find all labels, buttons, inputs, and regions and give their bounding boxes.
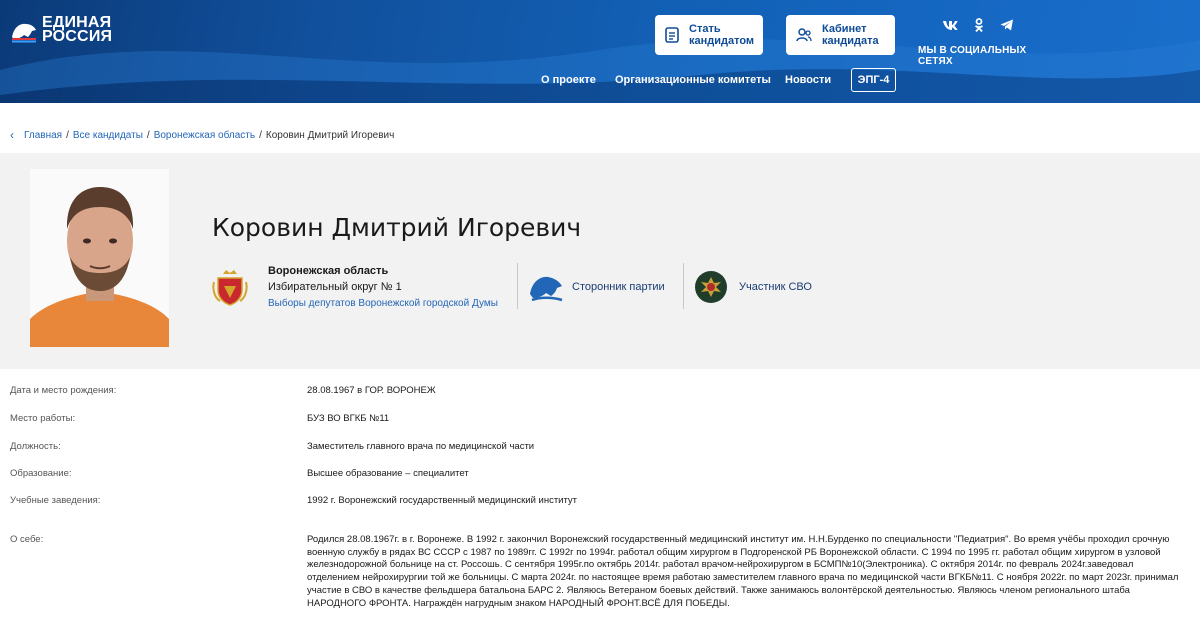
logo-text-line1: ЕДИНАЯ [42,14,112,31]
detail-value: Высшее образование – специалитет [307,468,469,479]
army-emblem-icon [694,270,728,304]
candidate-photo [30,169,169,347]
detail-value: БУЗ ВО ВГКБ №11 [307,413,390,424]
cabinet-line1: Кабинет [822,23,867,35]
party-supporter-label: Сторонник партии [572,281,665,293]
svo-participant-label: Участник СВО [739,281,812,293]
breadcrumb-region[interactable]: Воронежская область [153,129,256,141]
detail-label: Учебные заведения: [10,495,101,506]
epg-button[interactable]: ЭПГ-4 [851,68,896,92]
vk-icon[interactable] [942,18,958,35]
party-supporter-badge [528,263,665,311]
document-icon [665,27,679,43]
become-candidate-line1: Стать [689,23,721,35]
coat-of-arms-icon [212,268,248,306]
social-block [918,18,1044,67]
breadcrumb-all-candidates[interactable]: Все кандидаты [72,129,143,141]
party-bear-icon [528,270,564,304]
detail-label: Дата и место рождения: [10,385,117,396]
detail-label: Место работы: [10,413,76,424]
breadcrumb-separator: / [146,129,150,141]
site-header [0,0,1200,103]
detail-value: 28.08.1967 в ГОР. ВОРОНЕЖ [307,385,436,396]
detail-value: 1992 г. Воронежский государственный медицинский институт [307,495,578,506]
svo-participant-badge [694,263,812,311]
breadcrumb-separator: / [66,129,69,141]
candidate-name: Коровин Дмитрий Игоревич [212,213,582,242]
region-name: Воронежская область [268,265,389,277]
candidate-cabinet-button[interactable] [786,15,895,55]
region-info [212,263,498,311]
nav-about[interactable]: О проекте [541,74,596,86]
profile-band [0,153,1200,369]
site-logo[interactable] [10,16,112,44]
breadcrumb-home[interactable]: Главная [24,129,63,141]
logo-text-line2: РОССИЯ [42,28,113,45]
election-link[interactable]: Выборы депутатов Воронежской городской Думы [268,298,498,309]
become-candidate-button[interactable] [655,15,763,55]
detail-label: Образование: [10,468,72,479]
nav-committees[interactable]: Организационные комитеты [615,74,771,86]
divider [683,263,684,309]
breadcrumb [10,128,394,142]
breadcrumb-separator: / [259,129,262,141]
ok-icon[interactable] [974,18,984,35]
divider [517,263,518,309]
about-text: Родился 28.08.1967г. в г. Воронеже. В 1992 г. закончил Воронежский государственный медицинский институт им. Н.Н.Бурденко по специальности "Педиатрия". Во время учёбы проходил срочную военную службу в рядах ВС СССР с 1987 по 1989гг. С 1992г по 1994г. работал общим хирургом в Подгоренской РБ Воронежской области. С 1994 по 1995 гг. работал общим хирургом в узловой железнодорожной больнице на ст. Россошь. С сентября 1995г.по октябрь 2014г. работал врачом-нейрохирургом в БСМП№10(Электроника). С октября 2014г. по февраль 2024г.заведовал отделением нейрохирургии той же больницы. С марта 2024г. по настоящее время работаю заместителем главного врача по медицинской части ВГКБ№11. С ноября 2022г. по март 2023г. принимал участие в СВО в качестве фельдшера батальона БАРС 2. Являюсь Ветераном боевых действий. Также занимаюсь волонтёрской деятельностью. Являюсь членом регионального штаба НАРОДНОГО ФРОНТА. Награждён нагрудным знаком НАРОДНЫЙ ФРОНТ.ВСЁ ДЛЯ ПОБЕДЫ. [307,534,1179,609]
bear-logo-icon [10,17,38,43]
chevron-left-icon[interactable]: ‹ [10,128,14,142]
nav-news[interactable]: Новости [785,74,832,86]
district-name: Избирательный округ № 1 [268,281,402,293]
breadcrumb-current: Коровин Дмитрий Игоревич [265,129,395,141]
detail-value: Заместитель главного врача по медицинской части [307,441,535,452]
detail-label: О себе: [10,534,44,545]
social-label: МЫ В СОЦИАЛЬНЫХ СЕТЯХ [918,45,1027,67]
detail-label: Должность: [10,441,61,452]
cabinet-line2: кандидата [822,35,879,47]
telegram-icon[interactable] [1000,18,1014,35]
become-candidate-line2: кандидатом [689,35,755,47]
users-icon [796,28,812,42]
